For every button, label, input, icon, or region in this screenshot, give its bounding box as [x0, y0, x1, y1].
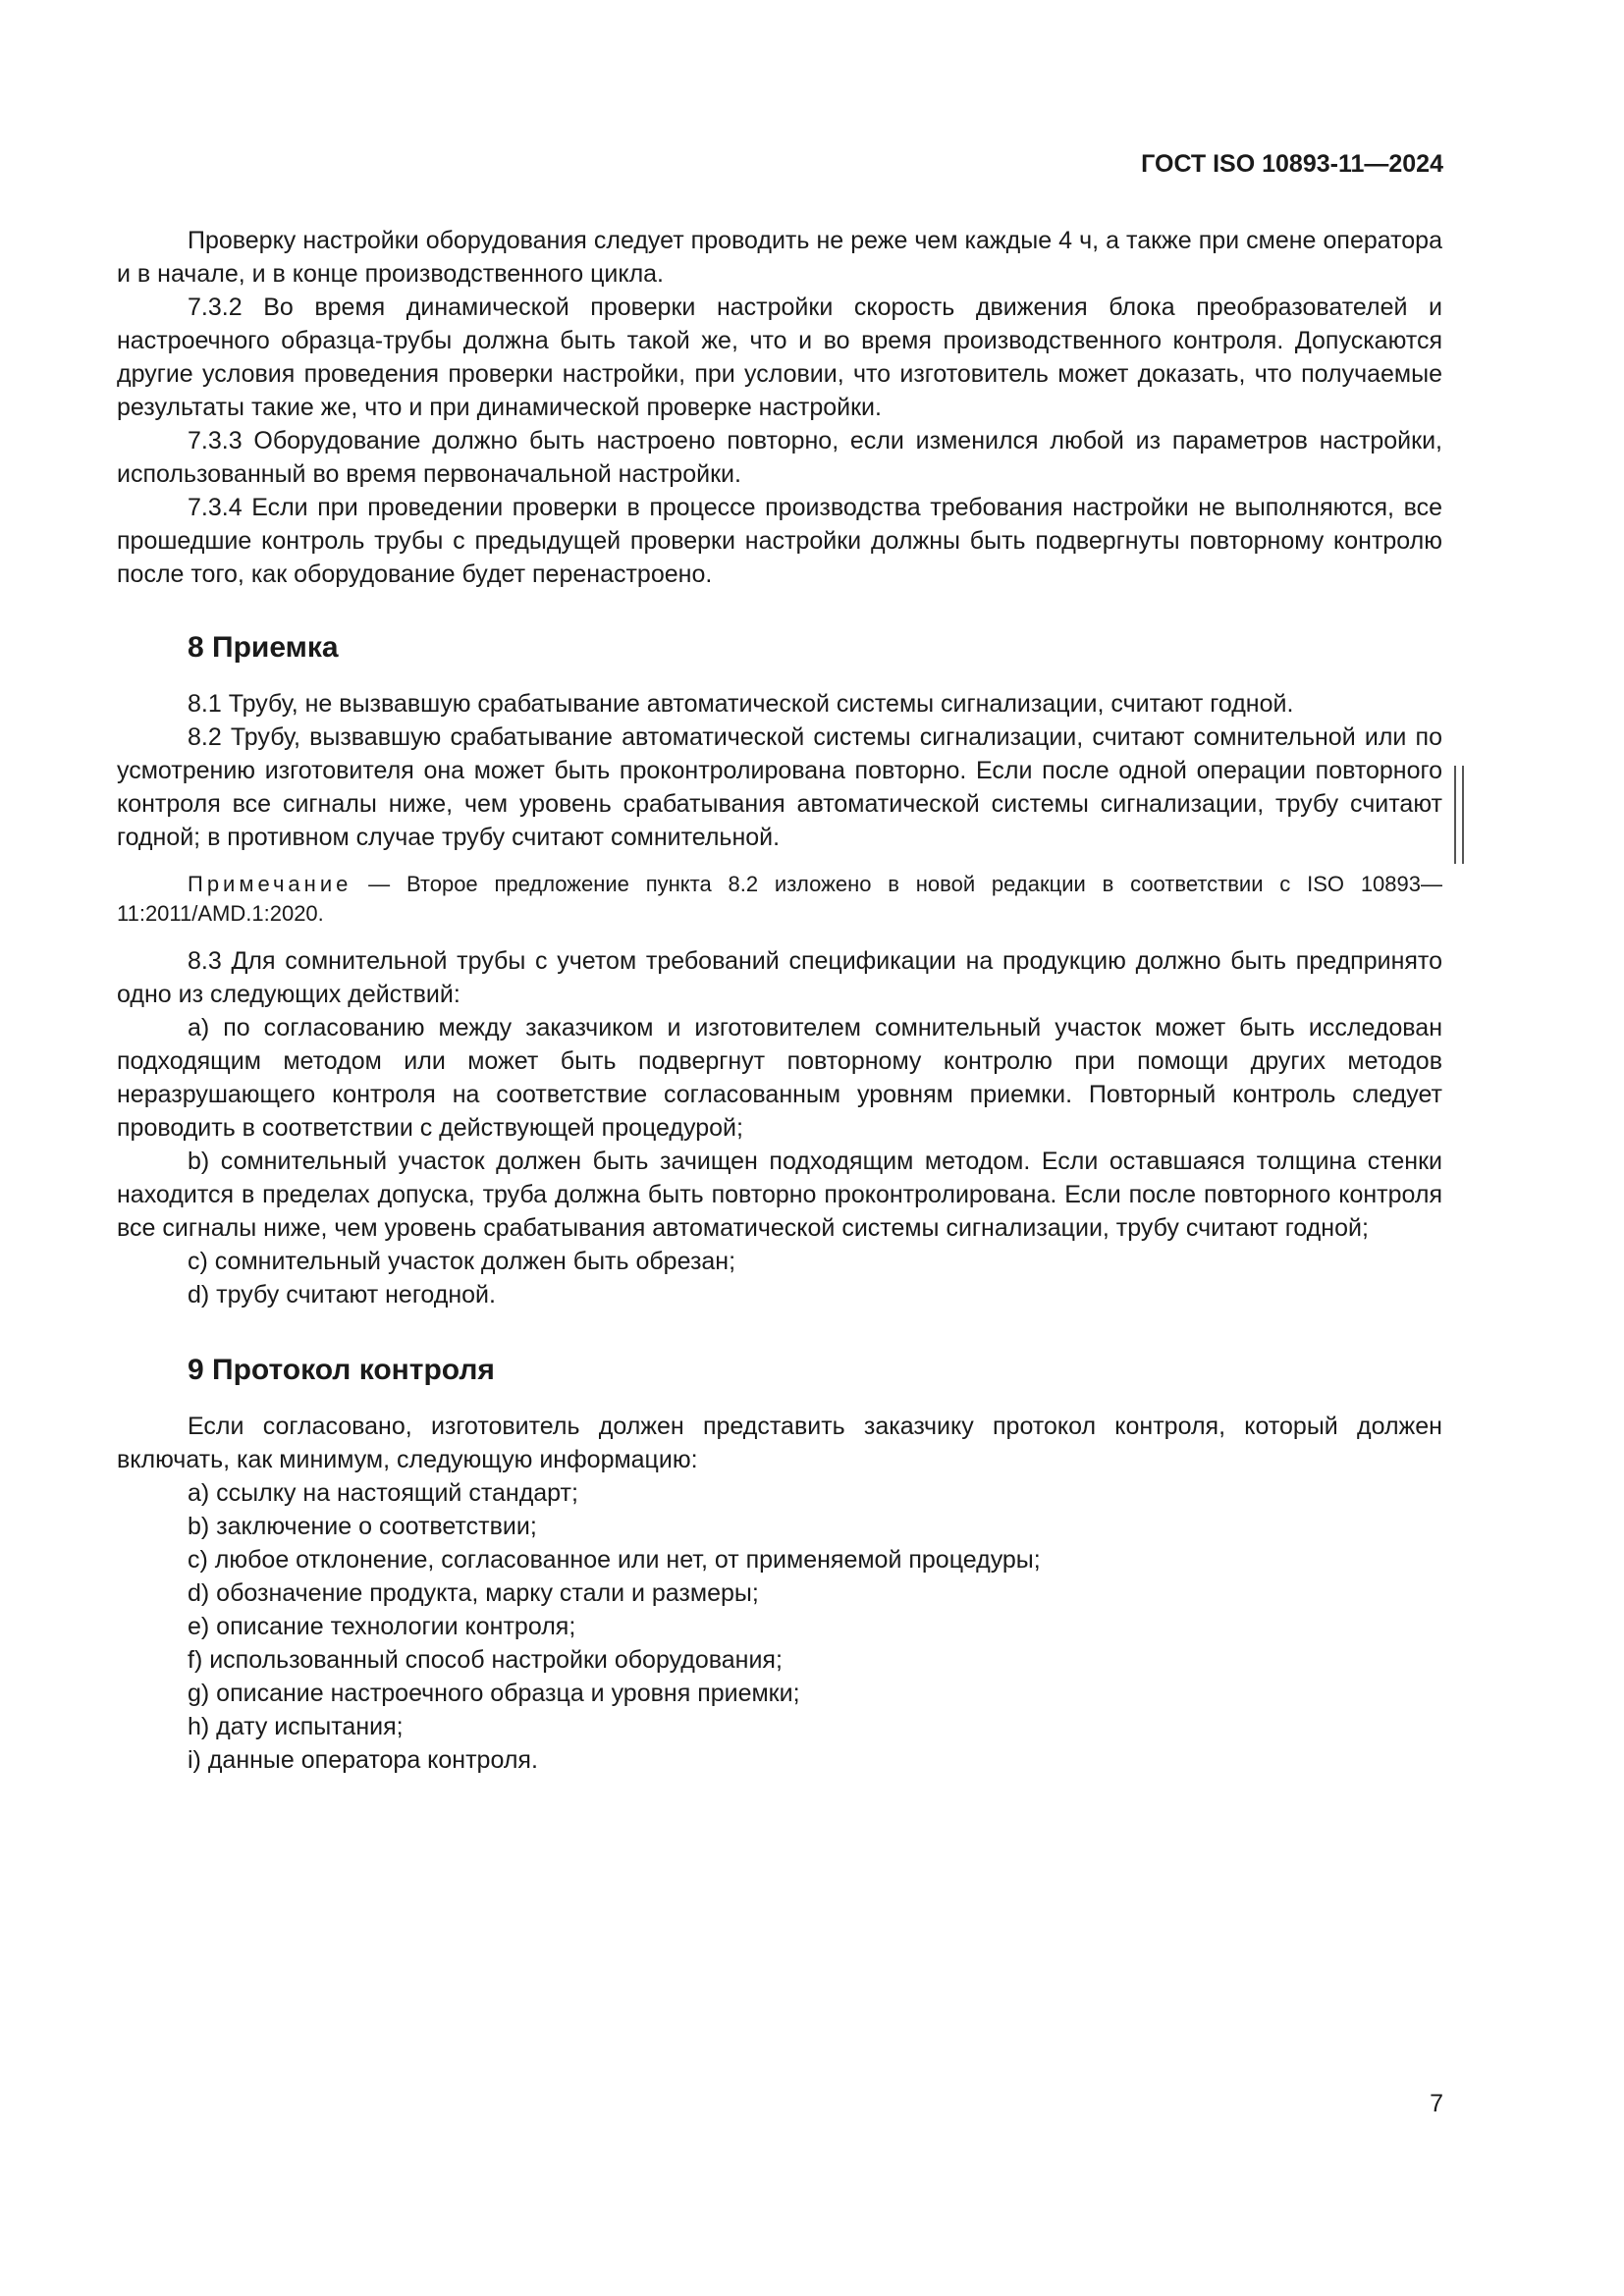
- list-item-8-3-d: d) трубу считают негодной.: [188, 1281, 496, 1308]
- list-item-8-3-b: b) сомнительный участок должен быть зачищен подходящим методом. Если оставшаяся толщина стенки находится в пределах допуска, труба должна быть повторно проконтролирована. Если после повторного контроля все сигналы ниже, чем уровень срабатывания автоматической системы сигнализации, трубу считают годной;: [117, 1148, 1442, 1242]
- list-item-9-e: e) описание технологии контроля;: [188, 1613, 576, 1640]
- list-item-9-c: c) любое отклонение, согласованное или нет, от применяемой процедуры;: [188, 1546, 1041, 1574]
- paragraph-8-3: 8.3 Для сомнительной трубы с учетом требований спецификации на продукцию должно быть предпринято одно из следующих действий:: [117, 947, 1442, 1008]
- list-item-8-3-c: c) сомнительный участок должен быть обрезан;: [188, 1248, 736, 1275]
- list-item-9-h: h) дату испытания;: [188, 1713, 404, 1740]
- paragraph-9-intro: Если согласовано, изготовитель должен представить заказчику протокол контроля, который должен включать, как минимум, следующую информацию:: [117, 1413, 1442, 1473]
- list-item-9-g: g) описание настроечного образца и уровня приемки;: [188, 1680, 800, 1707]
- list-item-9-f: f) использованный способ настройки оборудования;: [188, 1646, 783, 1674]
- list-item-9-a: a) ссылку на настоящий стандарт;: [188, 1479, 578, 1507]
- section-8-heading: 8 Приемка: [188, 631, 339, 664]
- page-number: 7: [1430, 2090, 1443, 2117]
- note-label: Примечание: [188, 872, 352, 896]
- paragraph-7-3-4: 7.3.4 Если при проведении проверки в процессе производства требования настройки не выполняются, все прошедшие контроль трубы с предыдущей проверки настройки должны быть подвергнуты повторному контролю после того, как оборудование будет перенастроено.: [117, 494, 1442, 588]
- paragraph-7-3-intro: Проверку настройки оборудования следует проводить не реже чем каждые 4 ч, а также при смене оператора и в начале, и в конце производственного цикла.: [117, 227, 1442, 288]
- note: [117, 870, 1442, 929]
- document-body: [117, 224, 1442, 1777]
- list-item-8-3-a: a) по согласованию между заказчиком и изготовителем сомнительный участок может быть исследован подходящим методом или может быть подвергнут повторному контролю при помощи других методов неразрушающего контроля на соответствие согласованным уровням приемки. Повторный контроль следует проводить в соответствии с действующей процедурой;: [117, 1014, 1442, 1142]
- revised-block: [117, 721, 1442, 854]
- paragraph-8-2: 8.2 Трубу, вызвавшую срабатывание автоматической системы сигнализации, считают сомнительной или по усмотрению изготовителя она может быть проконтролирована повторно. Если после одной операции повторного контроля все сигналы ниже, чем уровень срабатывания автоматической системы сигнализации, трубу считают годной; в противном случае трубу считают сомнительной.: [117, 723, 1442, 851]
- note-text: — Второе предложение пункта 8.2 изложено в новой редакции в соответствии с ISO 10893—11:2011/AMD.1:2020.: [117, 872, 1442, 926]
- list-item-9-b: b) заключение о соответствии;: [188, 1513, 537, 1540]
- list-item-9-d: d) обозначение продукта, марку стали и размеры;: [188, 1579, 759, 1607]
- paragraph-8-1: 8.1 Трубу, не вызвавшую срабатывание автоматической системы сигнализации, считают годной.: [188, 690, 1294, 718]
- section-9-heading: 9 Протокол контроля: [188, 1354, 495, 1386]
- paragraph-7-3-2: 7.3.2 Во время динамической проверки настройки скорость движения блока преобразователей и настроечного образца-трубы должна быть такой же, что и во время производственного контроля. Допускаются другие условия проведения проверки настройки, при условии, что изготовитель может доказать, что получаемые результаты такие же, что и при динамической проверке настройки.: [117, 294, 1442, 421]
- document-header: ГОСТ ISO 10893-11—2024: [1141, 150, 1443, 178]
- list-item-9-i: i) данные оператора контроля.: [188, 1746, 538, 1774]
- paragraph-7-3-3: 7.3.3 Оборудование должно быть настроено повторно, если изменился любой из параметров настройки, использованный во время первоначальной настройки.: [117, 427, 1442, 488]
- revision-bar: [1454, 766, 1464, 864]
